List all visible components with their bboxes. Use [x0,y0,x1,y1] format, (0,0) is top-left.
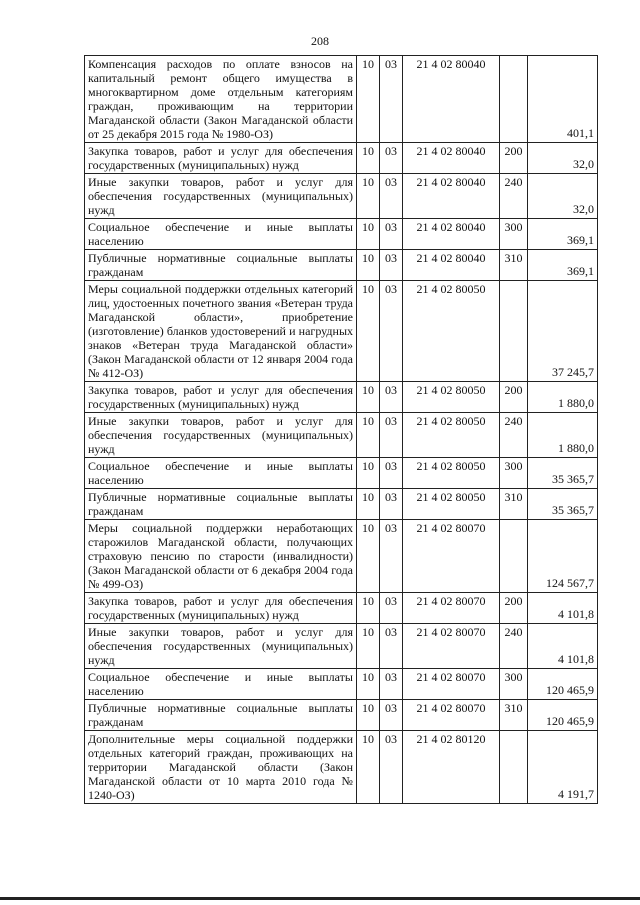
amount-cell: 35 365,7 [528,458,598,489]
section-code-cell: 10 [357,489,380,520]
expense-name-cell: Меры социальной поддержки неработающих старожилов Магаданской области, получающих страховую пенсию по старости (инвалидности) (Закон Магаданской области от 6 декабря 2004 года № 499-ОЗ) [85,520,357,593]
expense-name-cell: Социальное обеспечение и иные выплаты населению [85,458,357,489]
amount-cell: 4 101,8 [528,624,598,669]
subsection-code-cell: 03 [380,593,403,624]
expense-name-cell: Закупка товаров, работ и услуг для обеспечения государственных (муниципальных) нужд [85,143,357,174]
amount-cell: 1 880,0 [528,413,598,458]
expense-type-cell: 200 [500,382,528,413]
expense-type-cell: 240 [500,413,528,458]
section-code-cell: 10 [357,174,380,219]
expense-name-cell: Иные закупки товаров, работ и услуг для обеспечения государственных (муниципальных) нужд [85,174,357,219]
table-row [85,174,598,219]
target-article-cell: 21 4 02 80070 [403,624,500,669]
table-row [85,413,598,458]
expense-type-cell: 240 [500,624,528,669]
section-code-cell: 10 [357,250,380,281]
target-article-cell: 21 4 02 80050 [403,281,500,382]
subsection-code-cell: 03 [380,219,403,250]
amount-cell: 37 245,7 [528,281,598,382]
target-article-cell: 21 4 02 80040 [403,56,500,143]
section-code-cell: 10 [357,382,380,413]
target-article-cell: 21 4 02 80070 [403,700,500,731]
table-row [85,281,598,382]
target-article-cell: 21 4 02 80070 [403,520,500,593]
target-article-cell: 21 4 02 80040 [403,250,500,281]
expense-name-cell: Социальное обеспечение и иные выплаты населению [85,219,357,250]
expense-name-cell: Компенсация расходов по оплате взносов на капитальный ремонт общего имущества в многоквартирном доме отдельным категориям граждан, проживающим на территории Магаданской области (Закон Магаданской области от 25 декабря 2015 года № 1980-ОЗ) [85,56,357,143]
table-row [85,520,598,593]
section-code-cell: 10 [357,700,380,731]
expense-name-cell: Закупка товаров, работ и услуг для обеспечения государственных (муниципальных) нужд [85,382,357,413]
expense-name-cell: Иные закупки товаров, работ и услуг для обеспечения государственных (муниципальных) нужд [85,624,357,669]
expense-type-cell: 300 [500,458,528,489]
expense-type-cell: 310 [500,700,528,731]
amount-cell: 4 191,7 [528,731,598,804]
amount-cell: 124 567,7 [528,520,598,593]
subsection-code-cell: 03 [380,520,403,593]
table-row [85,143,598,174]
bottom-rule [0,897,640,900]
subsection-code-cell: 03 [380,382,403,413]
expense-type-cell: 200 [500,143,528,174]
expense-name-cell: Публичные нормативные социальные выплаты гражданам [85,700,357,731]
subsection-code-cell: 03 [380,624,403,669]
section-code-cell: 10 [357,281,380,382]
table-row [85,382,598,413]
expense-name-cell: Дополнительные меры социальной поддержки отдельных категорий граждан, проживающих на территории Магаданской области (Закон Магаданской области от 10 марта 2010 года № 1240-ОЗ) [85,731,357,804]
section-code-cell: 10 [357,624,380,669]
target-article-cell: 21 4 02 80050 [403,458,500,489]
section-code-cell: 10 [357,593,380,624]
subsection-code-cell: 03 [380,700,403,731]
budget-table [84,55,598,804]
target-article-cell: 21 4 02 80040 [403,174,500,219]
amount-cell: 32,0 [528,174,598,219]
expense-type-cell: 200 [500,593,528,624]
target-article-cell: 21 4 02 80050 [403,489,500,520]
page-number: 208 [311,34,329,48]
table-row [85,250,598,281]
section-code-cell: 10 [357,520,380,593]
amount-cell: 120 465,9 [528,669,598,700]
expense-name-cell: Публичные нормативные социальные выплаты гражданам [85,489,357,520]
table-row [85,458,598,489]
expense-name-cell: Закупка товаров, работ и услуг для обеспечения государственных (муниципальных) нужд [85,593,357,624]
subsection-code-cell: 03 [380,56,403,143]
subsection-code-cell: 03 [380,281,403,382]
section-code-cell: 10 [357,669,380,700]
subsection-code-cell: 03 [380,143,403,174]
section-code-cell: 10 [357,413,380,458]
target-article-cell: 21 4 02 80050 [403,413,500,458]
subsection-code-cell: 03 [380,413,403,458]
section-code-cell: 10 [357,56,380,143]
expense-name-cell: Социальное обеспечение и иные выплаты населению [85,669,357,700]
subsection-code-cell: 03 [380,669,403,700]
amount-cell: 35 365,7 [528,489,598,520]
target-article-cell: 21 4 02 80040 [403,219,500,250]
amount-cell: 120 465,9 [528,700,598,731]
expense-type-cell [500,520,528,593]
table-row [85,669,598,700]
target-article-cell: 21 4 02 80070 [403,593,500,624]
expense-type-cell: 300 [500,669,528,700]
expense-name-cell: Публичные нормативные социальные выплаты гражданам [85,250,357,281]
expense-type-cell: 300 [500,219,528,250]
expense-type-cell [500,731,528,804]
target-article-cell: 21 4 02 80050 [403,382,500,413]
expense-type-cell [500,56,528,143]
table-row [85,731,598,804]
table-row [85,700,598,731]
expense-name-cell: Меры социальной поддержки отдельных категорий лиц, удостоенных почетного звания «Ветеран труда Магаданской области», приобретение (изготовление) бланков удостоверений и нагрудных знаков «Ветеран труда Магаданской области» (Закон Магаданской области от 12 января 2004 года № 412-ОЗ) [85,281,357,382]
table-row [85,219,598,250]
table-row [85,56,598,143]
subsection-code-cell: 03 [380,489,403,520]
table-row [85,489,598,520]
amount-cell: 4 101,8 [528,593,598,624]
section-code-cell: 10 [357,219,380,250]
target-article-cell: 21 4 02 80070 [403,669,500,700]
subsection-code-cell: 03 [380,458,403,489]
section-code-cell: 10 [357,458,380,489]
amount-cell: 32,0 [528,143,598,174]
expense-type-cell: 310 [500,250,528,281]
amount-cell: 1 880,0 [528,382,598,413]
target-article-cell: 21 4 02 80040 [403,143,500,174]
amount-cell: 401,1 [528,56,598,143]
table-row [85,593,598,624]
subsection-code-cell: 03 [380,174,403,219]
expense-type-cell: 240 [500,174,528,219]
section-code-cell: 10 [357,143,380,174]
expense-type-cell: 310 [500,489,528,520]
amount-cell: 369,1 [528,250,598,281]
amount-cell: 369,1 [528,219,598,250]
expense-name-cell: Иные закупки товаров, работ и услуг для обеспечения государственных (муниципальных) нужд [85,413,357,458]
subsection-code-cell: 03 [380,731,403,804]
table-row [85,624,598,669]
target-article-cell: 21 4 02 80120 [403,731,500,804]
subsection-code-cell: 03 [380,250,403,281]
section-code-cell: 10 [357,731,380,804]
expense-type-cell [500,281,528,382]
